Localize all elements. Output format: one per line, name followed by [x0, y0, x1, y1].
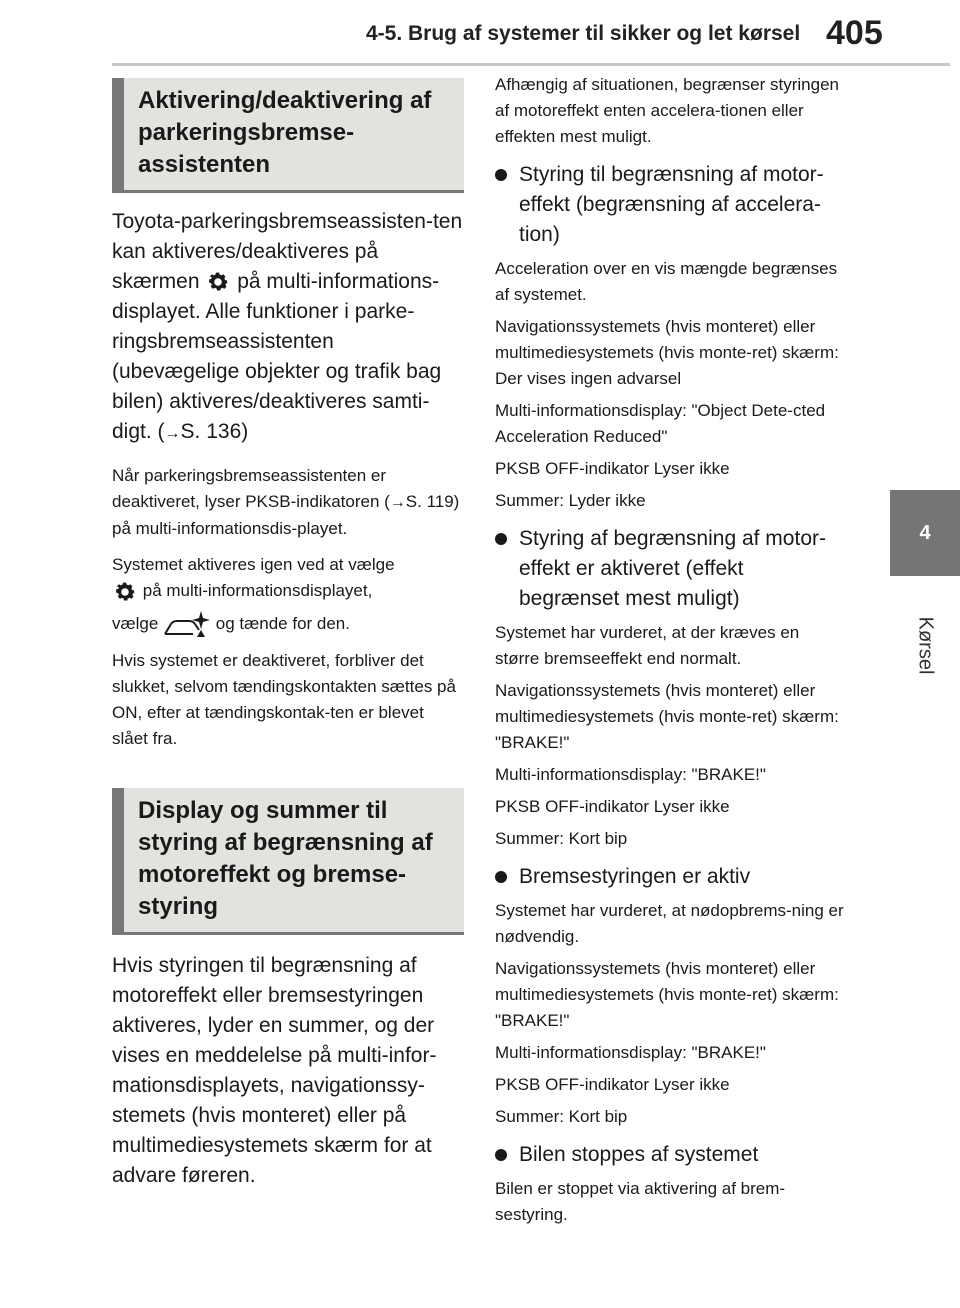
detail-line: Bilen er stoppet via aktivering af brem-sestyring. [495, 1179, 786, 1224]
page-reference: S. 136) [180, 420, 249, 443]
text: Hvis systemet er deaktiveret, forbliver det slukket, selvom tændingskontakten sættes på ON, efter at tændingskontak-ten er blevet slået fra. [112, 651, 456, 749]
paragraph-stays-off [112, 648, 464, 752]
bullet-heading-text: Bilen stoppes af systemet [519, 1143, 759, 1166]
detail-line: PKSB OFF-indikator Lyser ikke [495, 797, 730, 816]
text: Systemet aktiveres igen ved at vælge [112, 555, 395, 574]
bullet-heading [495, 1140, 845, 1170]
detail-line: Multi-informationsdisplay: "BRAKE!" [495, 765, 766, 784]
heading-display-buzzer [112, 788, 464, 935]
paragraph-activation [112, 207, 464, 449]
chapter-tab [890, 490, 960, 576]
detail-line: Acceleration over en vis mængde begrænses af systemet. [495, 259, 838, 304]
section-title: 4-5. Brug af systemer til sikker og let kørsel [366, 22, 801, 45]
gear-icon [112, 579, 138, 605]
right-column [495, 72, 845, 1228]
gear-icon [205, 269, 231, 295]
page-reference: S. 119) på multi-informationsdis-playet. [112, 492, 460, 538]
bullet-icon [495, 169, 507, 181]
bullet-icon [495, 1149, 507, 1161]
chapter-label: Kørsel [914, 616, 937, 674]
header-divider [112, 63, 950, 66]
text: vælge [112, 613, 159, 633]
detail-line: Summer: Kort bip [495, 1107, 628, 1126]
arrow-right-icon: → [164, 425, 181, 442]
text: Hvis styringen til begrænsning af motoreffekt eller bremsestyringen aktiveres, lyder en summer, og der vises en meddelelse på multi-infor-mationsdisplayets, navigationssy-stemets (hvis monteret) eller på multimediesystemets skærm for at advare føreren. [112, 954, 437, 1188]
left-column [112, 78, 464, 1191]
bullet-heading [495, 862, 845, 892]
bullet-icon [495, 871, 507, 883]
detail-line: Multi-informationsdisplay: "Object Dete-cted Acceleration Reduced" [495, 401, 826, 446]
detail-line: Systemet har vurderet, at der kræves en større bremseeffekt end normalt. [495, 623, 800, 668]
bullet-icon [495, 533, 507, 545]
bullet-heading-text: Styring af begrænsning af motor-effekt er aktiveret (effekt begrænset mest muligt) [519, 527, 826, 610]
detail-line: Summer: Lyder ikke [495, 491, 646, 510]
heading-parking-brake-activation [112, 78, 464, 193]
text: og tænde for den. [215, 613, 350, 633]
detail-line: Systemet har vurderet, at nødopbrems-ning er nødvendig. [495, 901, 844, 946]
detail-line: Navigationssystemets (hvis monteret) eller multimediesystemets (hvis monte-ret) skærm: "BRAKE!" [495, 959, 839, 1030]
paragraph-deactivated-indicator [112, 463, 464, 542]
detail-line: PKSB OFF-indikator Lyser ikke [495, 459, 730, 478]
paragraph-reactivate [112, 552, 464, 638]
text: på multi-informationsdisplayet, [142, 581, 373, 600]
chapter-label-container [890, 590, 960, 700]
heading-text: Display og summer til styring af begrænsning af motoreffekt og bremse-styring [138, 797, 433, 921]
paragraph-warning [112, 951, 464, 1191]
detail-line: Navigationssystemets (hvis monteret) eller multimediesystemets (hvis monte-ret) skærm: "BRAKE!" [495, 681, 839, 752]
bullet-heading [495, 160, 845, 250]
detail-line: Navigationssystemets (hvis monteret) eller multimediesystemets (hvis monte-ret) skærm: Der vises ingen advarsel [495, 317, 839, 388]
page-number: 405 [826, 14, 883, 52]
car-warning-icon [163, 610, 211, 638]
text: på multi-informations-displayet. Alle funktioner i parke-ringsbremseassistenten (ubevægelige objekter og trafik bag bilen) aktiveres/deaktiveres samti-digt. ( [112, 270, 442, 443]
control-sections [495, 160, 845, 1228]
bullet-heading-text: Styring til begrænsning af motor-effekt (begrænsning af accelera-tion) [519, 163, 824, 246]
intro-paragraph: Afhængig af situationen, begrænser styringen af motoreffekt enten accelera-tionen eller effekten mest muligt. [495, 75, 839, 146]
bullet-heading-text: Bremsestyringen er aktiv [519, 865, 751, 888]
text: Toyota-parkeringsbremseassisten-ten kan aktiveres/deaktiveres på skærmen [112, 210, 463, 293]
detail-line: PKSB OFF-indikator Lyser ikke [495, 1075, 730, 1094]
detail-line: Multi-informationsdisplay: "BRAKE!" [495, 1043, 766, 1062]
arrow-right-icon: → [389, 494, 406, 511]
chapter-number: 4 [919, 521, 931, 544]
heading-text: Aktivering/deaktivering af parkeringsbremse-assistenten [138, 87, 432, 178]
text: Når parkeringsbremseassistenten er deaktiveret, lyser PKSB-indikatoren ( [112, 466, 390, 511]
bullet-heading [495, 524, 845, 614]
detail-line: Summer: Kort bip [495, 829, 628, 848]
